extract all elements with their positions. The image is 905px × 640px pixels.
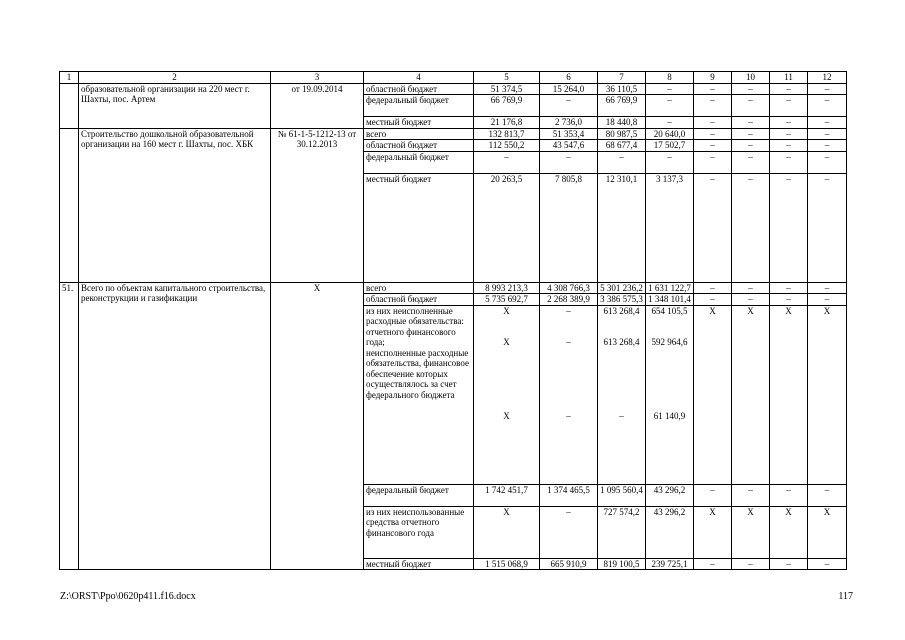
value-cell: 20 263,5	[474, 173, 540, 282]
value-cell: –	[694, 140, 732, 152]
value-cell: –	[770, 173, 808, 282]
value-cell: 1 631 122,7	[646, 282, 694, 294]
value-cell: –	[808, 140, 847, 152]
value-cell: –	[808, 173, 847, 282]
value-cell: 819 100,5	[598, 558, 646, 570]
value-line: X	[503, 337, 510, 347]
value-cell: 1 742 451,7	[474, 484, 540, 506]
value-cell: 665 910,9	[540, 558, 598, 570]
funding-source: из них неиспользованные средства отчетного финансового года	[364, 506, 474, 558]
value-line: –	[566, 337, 571, 347]
value-cell: –	[770, 117, 808, 129]
value-cell: –	[694, 95, 732, 117]
value-cell: –	[770, 128, 808, 140]
value-cell: X	[694, 506, 732, 558]
value-cell: –	[808, 484, 847, 506]
value-cell: 5 735 692,7	[474, 294, 540, 306]
value-cell: –	[770, 282, 808, 294]
col-header: 6	[540, 72, 598, 84]
value-cell: –	[770, 140, 808, 152]
value-cell: –	[732, 117, 770, 129]
value-cell: –	[770, 484, 808, 506]
value-cell: 80 987,5	[598, 128, 646, 140]
value-cell	[474, 305, 540, 484]
value-cell: –	[732, 484, 770, 506]
value-cell: 66 769,9	[474, 95, 540, 117]
col-header: 11	[770, 72, 808, 84]
value-cell: 239 725,1	[646, 558, 694, 570]
value-cell: –	[732, 558, 770, 570]
object-name: Всего по объектам капитального строительства, реконструкции и газификации	[79, 282, 271, 570]
value-cell: –	[808, 83, 847, 95]
table-row	[60, 128, 847, 140]
value-cell: –	[694, 173, 732, 282]
value-cell: –	[540, 506, 598, 558]
value-cell: 21 176,8	[474, 117, 540, 129]
row-number-cell	[60, 128, 79, 282]
funding-source: федеральный бюджет	[364, 95, 474, 117]
value-cell: X	[770, 305, 808, 484]
value-cell: –	[770, 294, 808, 306]
value-cell: 8 993 213,3	[474, 282, 540, 294]
value-cell: –	[770, 558, 808, 570]
value-cell: –	[694, 83, 732, 95]
value-cell	[540, 305, 598, 484]
funding-source: федеральный бюджет	[364, 484, 474, 506]
value-cell: –	[694, 128, 732, 140]
funding-source: всего	[364, 282, 474, 294]
value-cell: –	[540, 151, 598, 173]
budget-table	[59, 71, 847, 570]
value-cell: 51 374,5	[474, 83, 540, 95]
value-cell: 66 769,9	[598, 95, 646, 117]
value-cell: –	[646, 151, 694, 173]
value-line: –	[566, 410, 571, 421]
value-cell: –	[732, 83, 770, 95]
value-cell: –	[808, 151, 847, 173]
value-cell: –	[808, 128, 847, 140]
value-line: X	[503, 410, 510, 421]
value-cell: –	[808, 117, 847, 129]
value-cell: –	[694, 294, 732, 306]
value-line: X	[503, 305, 510, 316]
value-cell: –	[808, 558, 847, 570]
value-cell: 36 110,5	[598, 83, 646, 95]
col-header: 2	[79, 72, 271, 84]
col-header: 7	[598, 72, 646, 84]
value-cell: 17 502,7	[646, 140, 694, 152]
value-cell: X	[808, 305, 847, 484]
value-cell: X	[732, 305, 770, 484]
value-line: –	[566, 305, 571, 316]
value-cell: –	[540, 95, 598, 117]
value-cell: –	[646, 83, 694, 95]
row-number: 51.	[60, 282, 79, 570]
funding-source: областной бюджет	[364, 83, 474, 95]
page-number: 117	[838, 591, 853, 602]
object-document: X	[271, 282, 364, 570]
value-cell: –	[646, 95, 694, 117]
value-cell: –	[694, 484, 732, 506]
value-cell: –	[474, 151, 540, 173]
value-cell: 1 095 560,4	[598, 484, 646, 506]
value-cell: 51 353,4	[540, 128, 598, 140]
value-line: 654 105,5	[651, 305, 688, 316]
col-header: 4	[364, 72, 474, 84]
value-cell: –	[646, 117, 694, 129]
col-header: 9	[694, 72, 732, 84]
table-row	[60, 83, 847, 95]
value-cell: –	[770, 95, 808, 117]
col-header: 12	[808, 72, 847, 84]
value-cell: 3 137,3	[646, 173, 694, 282]
row-number-cell	[60, 83, 79, 128]
value-cell: 112 550,2	[474, 140, 540, 152]
table-row	[60, 282, 847, 294]
value-cell: 2 268 389,9	[540, 294, 598, 306]
funding-source-line: из них неисполненные расходные обязательства: отчетного финансового года;	[366, 305, 464, 347]
value-line: 61 140,9	[653, 410, 686, 421]
value-cell: X	[808, 506, 847, 558]
funding-source: областной бюджет	[364, 294, 474, 306]
value-cell: –	[770, 83, 808, 95]
value-cell	[598, 305, 646, 484]
value-cell: –	[694, 282, 732, 294]
col-header: 10	[732, 72, 770, 84]
value-line: 592 964,6	[651, 337, 688, 347]
funding-source: местный бюджет	[364, 558, 474, 570]
object-name: образовательной организации на 220 мест г. Шахты, пос. Артем	[79, 83, 271, 128]
funding-source	[364, 305, 474, 484]
object-document: № 61-1-5-1212-13 от 30.12.2013	[271, 128, 364, 282]
value-cell: –	[808, 282, 847, 294]
value-cell: –	[732, 173, 770, 282]
value-cell: 15 264,0	[540, 83, 598, 95]
value-cell: –	[694, 558, 732, 570]
value-cell	[646, 305, 694, 484]
value-cell: –	[732, 128, 770, 140]
value-cell: X	[770, 506, 808, 558]
value-cell: 2 736,0	[540, 117, 598, 129]
value-cell: 12 310,1	[598, 173, 646, 282]
value-cell: 43 296,2	[646, 506, 694, 558]
document-path: Z:\ORST\Ppo\0620p411.f16.docx	[60, 591, 196, 602]
funding-source: всего	[364, 128, 474, 140]
value-cell: –	[732, 95, 770, 117]
value-cell: 1 515 068,9	[474, 558, 540, 570]
value-cell: 20 640,0	[646, 128, 694, 140]
funding-source: федеральный бюджет	[364, 151, 474, 173]
value-cell: X	[732, 506, 770, 558]
value-cell: 3 386 575,3	[598, 294, 646, 306]
value-cell: 68 677,4	[598, 140, 646, 152]
value-cell: X	[694, 305, 732, 484]
col-header: 1	[60, 72, 79, 84]
value-cell: 132 813,7	[474, 128, 540, 140]
value-cell: –	[598, 151, 646, 173]
col-header: 3	[271, 72, 364, 84]
col-header: 8	[646, 72, 694, 84]
object-document: от 19.09.2014	[271, 83, 364, 128]
value-cell: –	[694, 151, 732, 173]
value-cell: 7 805,8	[540, 173, 598, 282]
value-cell: 18 440,8	[598, 117, 646, 129]
funding-source-line: неисполненные расходные обязательства, финансовое обеспечение которых осуществлялось за счет федерального бюджета	[366, 347, 469, 400]
value-cell: 4 308 766,3	[540, 282, 598, 294]
value-cell: –	[732, 151, 770, 173]
col-header: 5	[474, 72, 540, 84]
header-row	[60, 72, 847, 84]
value-cell: 1 348 101,4	[646, 294, 694, 306]
value-cell: 1 374 465,5	[540, 484, 598, 506]
value-cell: –	[732, 282, 770, 294]
value-cell: –	[694, 117, 732, 129]
value-cell: 43 296,2	[646, 484, 694, 506]
value-line: –	[619, 410, 624, 421]
value-cell: –	[770, 151, 808, 173]
funding-source: местный бюджет	[364, 173, 474, 282]
object-name: Строительство дошкольной образовательной организации на 160 мест г. Шахты, пос. ХБК	[79, 128, 271, 282]
value-cell: –	[732, 140, 770, 152]
value-cell: –	[808, 294, 847, 306]
funding-source: областной бюджет	[364, 140, 474, 152]
value-cell: X	[474, 506, 540, 558]
value-cell: 727 574,2	[598, 506, 646, 558]
value-cell: 43 547,6	[540, 140, 598, 152]
value-line: 613 268,4	[603, 305, 640, 316]
value-cell: 5 301 236,2	[598, 282, 646, 294]
value-cell: –	[808, 95, 847, 117]
value-cell: –	[732, 294, 770, 306]
value-line: 613 268,4	[603, 337, 640, 347]
funding-source: местный бюджет	[364, 117, 474, 129]
